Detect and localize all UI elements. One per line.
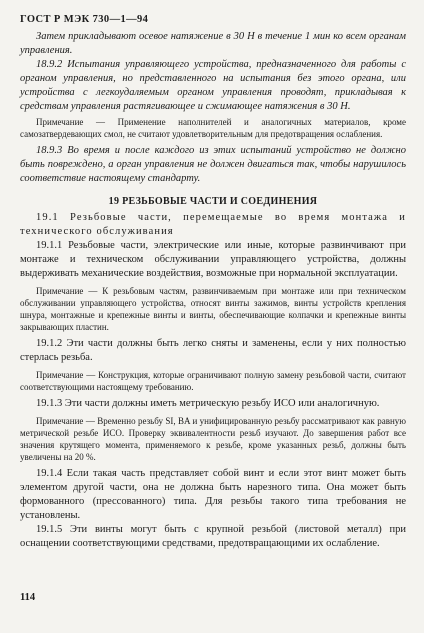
paragraph-19-1-2: 19.1.2 Эти части должны быть легко сняты и заменены, если у них полностью стерлась резьба. — [20, 338, 406, 363]
paragraph-19-1: 19.1 Резьбовые части, перемещаемые во время монтажа и технического обслуживания — [20, 212, 406, 237]
paragraph-then: Затем прикладывают осевое натяжение в 30 Н в течение 1 мин ко всем органам управления. — [20, 31, 406, 56]
section-title: 19 РЕЗЬБОВЫЕ ЧАСТИ И СОЕДИНЕНИЯ — [108, 196, 318, 207]
paragraph-18-9-3: 18.9.3 Во время и после каждого из этих испытаний устройство не должно быть повреждено, а орган управления не должен двигаться так, чтобы нарушилось соответствие настоящему стандарту. — [20, 145, 406, 184]
paragraph-19-1-5: 19.1.5 Эти винты могут быть с крупной резьбой (листовой металл) при оснащении соответствующими средствами, предотвращающими их ослабление. — [20, 524, 406, 549]
paragraph-19-1-3: 19.1.3 Эти части должны иметь метрическую резьбу ИСО или аналогичную. — [36, 398, 380, 409]
note-19-1-1: Примечание — К резьбовым частям, развинчиваемым при монтаже или при техническом обслуживании управляющего устройства, относят винты зажимов, винты устройств крепления шнура, монтажные и крепежные винты и винты, обеспечивающие колпачки и крепежные винты закрывающих пластин. — [20, 286, 406, 332]
note-19-1-2: Примечание — Конструкция, которые ограничивают полную замену резьбовой части, считают соответствующими настоящему требованию. — [20, 370, 406, 392]
note-19-1-3: Примечание — Временно резьбу SI, BA и унифицированную резьбу рассматривают как равную метрической резьбе ИСО. Проверку эквивалентности резьб изучают. До завершения работ все значения крутящего момента, применяемого к резьбе, кроме указанных резьб, должны быть увеличены на 20 %. — [20, 416, 406, 462]
paragraph-19-1-1: 19.1.1 Резьбовые части, электрические или иные, которые развинчивают при монтаже и техническом обслуживании управляющего устройства, должны выдерживать механические воздействия, возможные при нормальной эксплуатации. — [20, 240, 406, 279]
note-18-9-2: Примечание — Применение наполнителей и аналогичных материалов, кроме самозатвердевающих смол, не считают удовлетворительным для предотвращения ослабления. — [20, 117, 406, 139]
page-number: 114 — [20, 592, 36, 603]
running-header: ГОСТ Р МЭК 730—1—94 — [20, 14, 149, 25]
paragraph-19-1-4: 19.1.4 Если такая часть представляет собой винт и если этот винт может быть элементом другой части, она не должна быть нарезного типа. Она может быть формованного (прессованного) типа. Для резьбы такого типа требования не установлены. — [20, 468, 406, 521]
paragraph-18-9-2: 18.9.2 Испытания управляющего устройства, предназначенного для работы с органом управления, но представленного на испытания без этого органа, или устройства с легкоудаляемым органом управления проводят, прикладывая к средствам управления растягивающее и сжимающее натяжения в 30 Н. — [20, 59, 406, 112]
document-page — [20, 14, 406, 551]
